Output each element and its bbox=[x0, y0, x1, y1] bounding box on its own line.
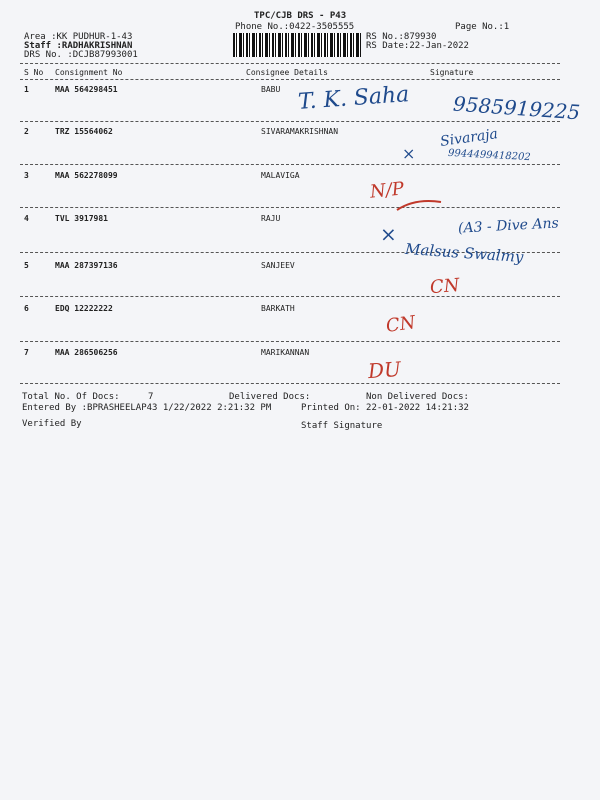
page-number: Page No.:1 bbox=[455, 22, 510, 32]
row-consignment: TVL 3917981 bbox=[55, 214, 108, 223]
handwritten-signature: T. K. Saha bbox=[297, 82, 411, 115]
handwritten-signature: Malsus Swalmy bbox=[404, 239, 524, 267]
row-consignee: MARIKANNAN bbox=[261, 348, 310, 357]
non-delivered-docs-label: Non Delivered Docs: bbox=[366, 392, 469, 402]
row-consignee: SANJEEV bbox=[261, 261, 295, 270]
rs-number: RS No.:879930 bbox=[366, 32, 437, 42]
divider bbox=[20, 383, 560, 384]
row-consignment: MAA 564298451 bbox=[55, 85, 118, 94]
printed-on: Printed On: 22-01-2022 14:21:32 bbox=[301, 403, 469, 413]
row-divider bbox=[20, 341, 560, 342]
row-consignee: RAJU bbox=[261, 214, 281, 223]
total-docs-value: 7 bbox=[148, 392, 154, 402]
handwritten-phone: 9585919225 bbox=[452, 91, 581, 125]
delivered-docs-label: Delivered Docs: bbox=[229, 392, 311, 402]
row-consignment: EDQ 12222222 bbox=[55, 304, 113, 313]
row-consignment: TRZ 15564062 bbox=[55, 127, 113, 136]
barcode bbox=[233, 33, 361, 57]
handwritten-status-mark: CN bbox=[429, 274, 461, 299]
row-sno: 5 bbox=[24, 261, 29, 270]
entered-by: Entered By :BPRASHEELAP43 1/22/2022 2:21:32 PM bbox=[22, 403, 272, 413]
drs-number: DRS No. :DCJB87993001 bbox=[24, 50, 138, 60]
staff-label: Staff :RADHAKRISHNAN bbox=[24, 41, 133, 51]
doc-title: TPC/CJB DRS - P43 bbox=[254, 11, 347, 21]
area-label: Area :KK PUDHUR-1-43 bbox=[24, 32, 133, 42]
row-consignment: MAA 562278099 bbox=[55, 171, 118, 180]
handwritten-status-mark: N/P bbox=[368, 178, 405, 203]
column-header-signature: Signature bbox=[430, 68, 474, 77]
row-consignee: BABU bbox=[261, 85, 281, 94]
column-header-consignment: Consignment No bbox=[55, 68, 123, 77]
handwritten-note: (A3 - Dive Ans bbox=[457, 215, 560, 237]
phone-number: Phone No.:0422-3505555 bbox=[235, 22, 355, 32]
handwritten-signature: Sivaraja bbox=[439, 126, 499, 150]
row-consignee: SIVARAMAKRISHNAN bbox=[261, 127, 339, 136]
row-divider bbox=[20, 207, 560, 208]
rs-date: RS Date:22-Jan-2022 bbox=[366, 41, 469, 51]
row-sno: 3 bbox=[24, 171, 29, 180]
divider bbox=[20, 79, 560, 80]
handwritten-phone: 9944499418202 bbox=[447, 147, 531, 164]
total-docs-label: Total No. Of Docs: bbox=[22, 392, 120, 402]
column-header-consignee: Consignee Details bbox=[246, 68, 328, 77]
row-sno: 6 bbox=[24, 304, 29, 313]
row-consignment: MAA 287397136 bbox=[55, 261, 118, 270]
row-sno: 4 bbox=[24, 214, 29, 223]
staff-signature: Staff Signature bbox=[301, 421, 383, 431]
row-divider bbox=[20, 164, 560, 165]
cross-mark: × bbox=[380, 222, 397, 246]
column-header-sno: S No bbox=[24, 68, 44, 77]
handwritten-status-mark: CN bbox=[384, 312, 417, 337]
row-consignee: MALAVIGA bbox=[261, 171, 300, 180]
row-consignment: MAA 286506256 bbox=[55, 348, 118, 357]
row-divider bbox=[20, 121, 560, 122]
row-sno: 2 bbox=[24, 127, 29, 136]
handwritten-status-mark: DU bbox=[367, 356, 402, 384]
row-consignee: BARKATH bbox=[261, 304, 295, 313]
cross-mark: × bbox=[402, 144, 416, 163]
row-divider bbox=[20, 296, 560, 297]
underline-stroke bbox=[395, 196, 445, 214]
divider bbox=[20, 63, 560, 64]
verified-by: Verified By bbox=[22, 419, 82, 429]
row-sno: 1 bbox=[24, 85, 29, 94]
row-sno: 7 bbox=[24, 348, 29, 357]
